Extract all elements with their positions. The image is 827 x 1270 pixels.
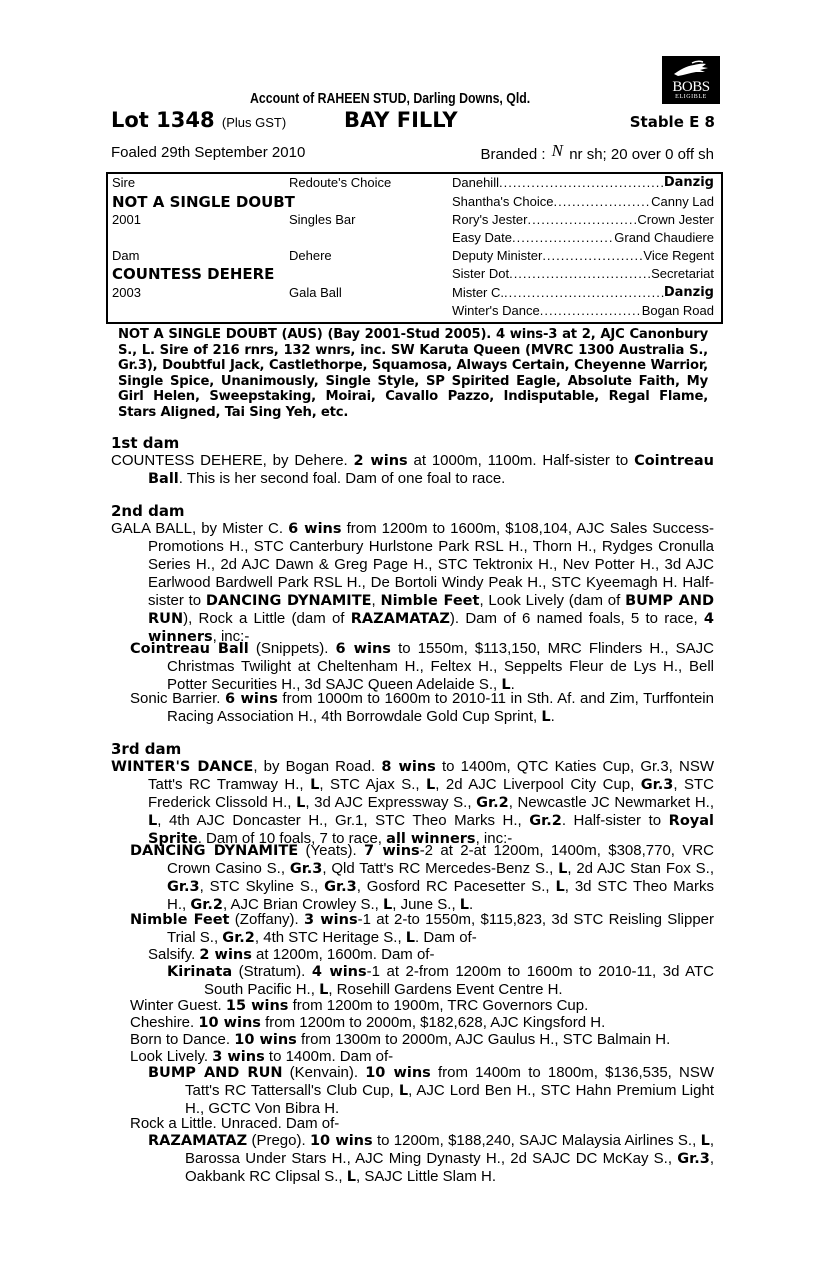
text-run: from 1200m to 1600m, $108,104, AJC Sales Success-Promotions H., STC Canterbury Hurlstone Park RSL H., Thorn H., Rydges Cronulla Series H., 2d AJC Dawn & Greg Page H., STC Tektronix H., Nev Potter H., 3d AJC Earlwood Bardwell Park RSL H., De Bortoli Windy Peak H., STC Kyeemagh H. Half-sister to	[148, 520, 714, 609]
text-run: . Half-sister to	[561, 812, 669, 829]
bold-run: L	[148, 813, 158, 829]
text-run: , inc:-	[212, 628, 250, 645]
lot-label: Lot 1348	[111, 108, 215, 132]
progeny-rock-a-little	[130, 1115, 339, 1133]
grandparent-right: Danzig	[663, 175, 714, 190]
dam-label: Dam	[112, 248, 140, 263]
text-run: to 1200m, $188,240, SAJC Malaysia Airlines S.,	[372, 1132, 701, 1149]
progeny-bump-and-run	[148, 1064, 714, 1118]
text-run: Salsify.	[148, 946, 200, 963]
bold-run: 8 wins	[381, 759, 436, 775]
text-run: , 3d AJC Expressway S.,	[305, 794, 477, 811]
text-run: Born to Dance.	[130, 1031, 235, 1048]
bold-run: DANCING DYNAMITE	[205, 593, 372, 609]
foaled-date: Foaled 29th September 2010	[111, 144, 306, 161]
leader-dots	[512, 229, 614, 247]
bold-run: 4 wins	[311, 964, 367, 980]
bold-run: BUMP AND RUN	[148, 1065, 283, 1081]
bold-run: Nimble Feet	[380, 593, 480, 609]
bold-run: Gr.2	[529, 813, 562, 829]
bold-run: L	[296, 795, 306, 811]
leader-dots	[554, 193, 652, 211]
text-run: ). Dam of 6 named foals, 5 to race,	[449, 610, 704, 627]
text-run: (Zoffany).	[229, 911, 304, 928]
bold-run: Kirinata	[167, 964, 233, 980]
bold-run: L	[459, 897, 470, 913]
text-run: , Look Lively (dam of	[479, 592, 626, 609]
grandparent-row	[452, 265, 714, 283]
bold-run: Gr.3	[289, 861, 323, 877]
text-run: , Newcastle JC Newmarket H.,	[508, 794, 714, 811]
text-run: to 1400m. Dam of-	[264, 1048, 394, 1065]
text-run: , STC Ajax S.,	[319, 776, 427, 793]
bold-run: Gr.3	[324, 879, 357, 895]
bold-run: Gr.2	[476, 795, 509, 811]
sire-label: Sire	[112, 175, 136, 190]
third-dam-heading: 3rd dam	[111, 740, 182, 758]
bold-run: L	[398, 1083, 409, 1099]
leader-dots	[527, 211, 637, 229]
bold-run: 3 wins	[212, 1049, 265, 1065]
text-run: , 3d STC Theo Marks H.,	[167, 878, 714, 913]
text-run: , STC Frederick Clissold H.,	[148, 776, 715, 811]
vendor-account: Account of RAHEEN STUD, Darling Downs, Qld.	[250, 90, 531, 107]
leader-dots	[542, 247, 643, 265]
progeny-cheshire	[130, 1014, 605, 1032]
text-run: Rock a Little. Unraced. Dam of-	[130, 1115, 340, 1132]
dam-name: COUNTESS DEHERE	[112, 265, 275, 283]
lot-number	[111, 108, 286, 132]
branded-detail: nr sh; 20 over 0 off sh	[569, 146, 714, 163]
bold-run: Gr.3	[167, 879, 200, 895]
bold-run: Gr.3	[640, 777, 674, 793]
grandparent-row	[452, 302, 714, 320]
bold-run: 7 wins	[364, 843, 420, 859]
brand-mark-icon: N	[551, 141, 564, 160]
bold-run: L	[405, 930, 416, 946]
bold-run: L	[383, 897, 393, 913]
grandparent-row	[452, 193, 714, 211]
text-run: (Stratum).	[232, 963, 312, 980]
leader-dots	[504, 284, 664, 302]
text-run: to 1400m, QTC Katies Cup, Gr.3, NSW Tatt's RC Tramway H.,	[148, 758, 714, 793]
text-run: -1 at 2-from 1200m to 1600m to 2010-11, 3d ATC South Pacific H.,	[204, 963, 714, 998]
bold-run: L	[555, 879, 565, 895]
bold-run: RAZAMATAZ	[350, 611, 450, 627]
text-run: , June S.,	[392, 896, 460, 913]
bold-run: 2 wins	[199, 947, 252, 963]
bold-run: BUMP AND RUN	[148, 593, 714, 627]
text-run: , Rosehill Gardens Event Centre H.	[328, 981, 563, 998]
dam-year: 2003	[112, 285, 141, 300]
bold-run: 3 wins	[304, 912, 358, 928]
text-run: , STC Skyline S.,	[199, 878, 325, 895]
bold-run: DANCING DYNAMITE	[130, 843, 299, 859]
text-run: . This is her second foal. Dam of one foal to race.	[178, 470, 506, 487]
first-dam-heading: 1st dam	[111, 434, 180, 452]
second-dam-progeny-sonic	[130, 690, 714, 726]
grandparent-right: Vice Regent	[643, 248, 714, 263]
grandparent-left: Rory's Jester	[452, 212, 528, 227]
bold-run: Cointreau Ball	[130, 641, 249, 657]
bold-run: 6 wins	[225, 691, 278, 707]
branded-label: Branded :	[480, 146, 546, 163]
text-run: ,	[371, 592, 381, 609]
grandparent-left: Shantha's Choice	[452, 194, 554, 209]
grandparent-left: Deputy Minister	[452, 248, 543, 263]
progeny-born-to-dance	[130, 1031, 670, 1049]
bobs-eligible-logo	[662, 56, 720, 104]
bold-run: 6 wins	[335, 641, 391, 657]
branding	[480, 141, 714, 164]
grandparent-row	[452, 229, 714, 247]
bold-run: Gr.2	[190, 897, 223, 913]
text-run: , Qld Tatt's RC Mercedes-Benz S.,	[322, 860, 559, 877]
text-run: , 2d AJC Liverpool City Cup,	[435, 776, 641, 793]
third-dam-text	[111, 758, 714, 848]
text-run: -2 at 2-at 1200m, 1400m, $308,770, VRC Crown Casino S.,	[167, 842, 714, 877]
grandparent-row	[452, 211, 714, 229]
bold-run: 10 wins	[365, 1065, 431, 1081]
second-dam-progeny-cointreau	[130, 640, 714, 694]
second-dam-heading: 2nd dam	[111, 502, 185, 520]
text-run: Look Lively.	[130, 1048, 213, 1065]
bold-run: 10 wins	[234, 1032, 297, 1048]
leader-dots	[499, 174, 664, 192]
grandparent-left: Sister Dot	[452, 266, 510, 281]
text-run: Cheshire.	[130, 1014, 199, 1031]
text-run: GALA BALL, by Mister C.	[111, 520, 289, 537]
logo-subtitle: ELIGIBLE	[675, 94, 707, 100]
text-run: (Yeats).	[298, 842, 365, 859]
text-run: ), Rock a Little (dam of	[183, 610, 351, 627]
text-run: from 1200m to 1900m, TRC Governors Cup.	[288, 997, 589, 1014]
bold-run: WINTER'S DANCE	[111, 759, 254, 775]
first-dam-text	[111, 452, 714, 488]
text-run: at 1200m, 1600m. Dam of-	[251, 946, 435, 963]
grandparent-right: Danzig	[663, 285, 714, 300]
leader-dots	[540, 302, 642, 320]
text-run: from 1400m to 1800m, $136,535, NSW Tatt's RC Tattersall's Club Cup,	[185, 1064, 715, 1099]
grandparent-left: Easy Date	[452, 230, 512, 245]
grandparent-left: Winter's Dance	[452, 303, 540, 318]
grandparent-row	[452, 247, 714, 265]
text-run: , Oakbank RC Clipsal S.,	[185, 1150, 714, 1185]
text-run: , SAJC Little Slam H.	[355, 1168, 497, 1185]
bold-run: L	[700, 1133, 710, 1149]
dam-dam: Gala Ball	[289, 285, 342, 300]
text-run: , Barossa Under Stars H., AJC Ming Dynasty H., 2d SAJC DC McKay S.,	[185, 1132, 714, 1167]
sire-summary: NOT A SINGLE DOUBT (AUS) (Bay 2001-Stud 2005). 4 wins-3 at 2, AJC Canonbury S., L. Sire of 216 rnrs, 132 wnrs, inc. SW Karuta Queen (MVRC 1300 Australia S., Gr.3), Doubtful Jack, Castlethorpe, Squamosa, Always Certain, Cheyenne Warrior, Single Spice, Unanimously, Single Style, SP Spirited Eagle, Absolute Faith, My Girl Helen, Sweepstaking, Moirai, Cavallo Pazzo, Indisputable, Regal Flame, Stars Aligned, Tai Sing Yeh, etc.	[118, 327, 708, 420]
text-run: (Kenvain).	[282, 1064, 366, 1081]
text-run: . Dam of-	[415, 929, 477, 946]
text-run: , 2d AJC Stan Fox S.,	[567, 860, 714, 877]
progeny-nimble-feet	[130, 911, 714, 947]
bold-run: L	[319, 982, 329, 998]
colour-sex: BAY FILLY	[344, 108, 458, 132]
grandparent-row	[452, 174, 714, 192]
text-run: at 1000m, 1100m. Half-sister to	[407, 452, 635, 469]
text-run: , 4th STC Heritage S.,	[254, 929, 406, 946]
text-run: , by Bogan Road.	[253, 758, 382, 775]
bold-run: all winners	[386, 831, 476, 847]
leader-dots	[509, 265, 651, 283]
bold-run: Gr.3	[677, 1151, 710, 1167]
grandparent-right: Canny Lad	[651, 194, 714, 209]
bold-run: L	[541, 709, 551, 725]
bold-run: Nimble Feet	[130, 912, 230, 928]
progeny-dancing-dynamite	[130, 842, 714, 914]
grandparent-right: Crown Jester	[637, 212, 714, 227]
text-run: (Prego).	[247, 1132, 310, 1149]
text-run: from 1200m to 2000m, $182,628, AJC Kingsford H.	[260, 1014, 606, 1031]
grandparent-right: Bogan Road	[641, 303, 714, 318]
text-run: . Dam of 10 foals, 7 to race,	[197, 830, 387, 847]
progeny-winter-guest	[130, 997, 588, 1015]
text-run: , inc:-	[475, 830, 513, 847]
sire-dam: Singles Bar	[289, 212, 356, 227]
sire-year: 2001	[112, 212, 141, 227]
text-run: , AJC Brian Crowley S.,	[222, 896, 383, 913]
bold-run: 15 wins	[225, 998, 289, 1014]
grandparent-left: Mister C.	[452, 285, 504, 300]
grandparent-row	[452, 284, 714, 302]
bold-run: 6 wins	[288, 521, 342, 537]
bold-run: L	[501, 677, 511, 693]
horse-head-icon	[672, 60, 710, 80]
text-run: -1 at 2-to 1550m, $115,823, 3d STC Reisling Slipper Trial S.,	[167, 911, 715, 946]
sire-name: NOT A SINGLE DOUBT	[112, 193, 295, 211]
dam-sire: Dehere	[289, 248, 332, 263]
bold-run: RAZAMATAZ	[148, 1133, 248, 1149]
text-run: Sonic Barrier.	[130, 690, 225, 707]
bold-run: 10 wins	[198, 1015, 261, 1031]
text-run: , Gosford RC Pacesetter S.,	[356, 878, 556, 895]
text-run: Winter Guest.	[130, 997, 226, 1014]
bold-run: L	[426, 777, 436, 793]
bold-run: L	[346, 1169, 356, 1185]
bold-run: 4 winners	[148, 611, 714, 645]
text-run: (Snippets).	[248, 640, 336, 657]
second-dam-text	[111, 520, 714, 646]
bold-run: L	[310, 777, 320, 793]
bold-run: L	[558, 861, 568, 877]
grandparent-left: Danehill	[452, 175, 499, 190]
bold-run: 10 wins	[309, 1133, 373, 1149]
lot-gst-note: (Plus GST)	[221, 115, 287, 130]
stable-location: Stable E 8	[629, 113, 715, 131]
bold-run: Royal Sprite	[148, 813, 715, 847]
text-run: , 4th AJC Doncaster H., Gr.1, STC Theo Marks H.,	[157, 812, 530, 829]
progeny-salsify	[148, 946, 434, 964]
text-run: from 1300m to 2000m, AJC Gaulus H., STC Balmain H.	[296, 1031, 671, 1048]
text-run: from 1000m to 1600m to 2010-11 in Sth. Af. and Zim, Turffontein Racing Association H., 4th Borrowdale Gold Cup Sprint,	[167, 690, 714, 725]
text-run: .	[510, 676, 515, 693]
progeny-kirinata	[167, 963, 714, 999]
sire-sire: Redoute's Choice	[289, 175, 392, 190]
bold-run: 2 wins	[353, 453, 408, 469]
text-run: COUNTESS DEHERE, by Dehere.	[111, 452, 354, 469]
grandparent-right: Secretariat	[651, 266, 714, 281]
bold-run: Gr.2	[222, 930, 255, 946]
text-run: .	[469, 896, 474, 913]
grandparent-right: Grand Chaudiere	[614, 230, 714, 245]
logo-title: BOBS	[672, 79, 710, 95]
text-run: .	[550, 708, 555, 725]
horse-name: Cointreau Ball	[148, 453, 714, 487]
text-run: , AJC Lord Ben H., STC Hahn Premium Light H., GCTC Von Bibra H.	[185, 1082, 714, 1117]
text-run: to 1550m, $113,150, MRC Flinders H., SAJC Christmas Twilight at Cheltenham H., Feltex H., Seppelts Fleur de Lys H., Bell Potter Securities H., 3d SAJC Queen Adelaide S.,	[167, 640, 715, 693]
progeny-razamataz	[148, 1132, 714, 1186]
pedigree-table	[106, 172, 723, 324]
